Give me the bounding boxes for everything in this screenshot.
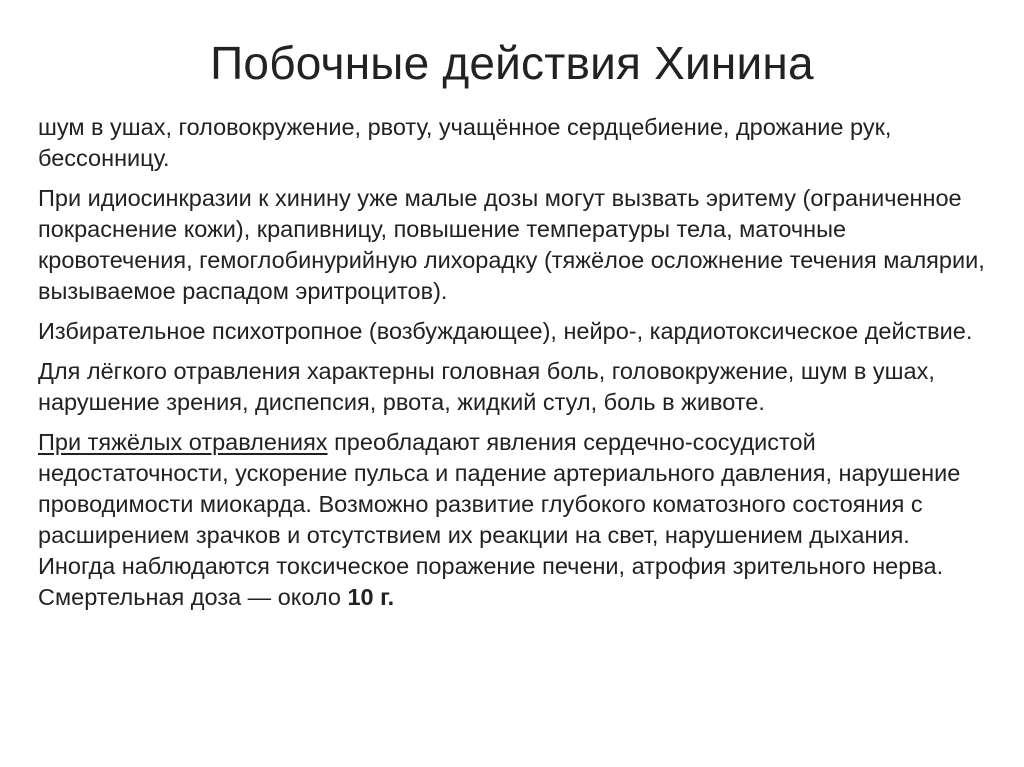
paragraph-severe-poisoning bbox=[38, 427, 990, 613]
slide-body bbox=[38, 112, 990, 622]
paragraph-psychotropic: Избирательное психотропное (возбуждающее), нейро-, кардиотоксическое действие. bbox=[38, 318, 973, 344]
lethal-dose-value: 10 г. bbox=[347, 584, 395, 610]
paragraph-mild-poisoning: Для лёгкого отравления характерны головная боль, головокружение, шум в ушах, нарушение зрения, диспепсия, рвота, жидкий стул, боль в животе. bbox=[38, 358, 935, 415]
paragraph-idiosyncrasy: При идиосинкразии к хинину уже малые дозы могут вызвать эритему (ограниченное покраснение кожи), крапивницу, повышение температуры тела, маточные кровотечения, гемоглобинурийную лихорадку (тяжёлое осложнение течения малярии, вызываемое распадом эритроцитов). bbox=[38, 185, 985, 304]
severe-poisoning-lead: При тяжёлых отравлениях bbox=[38, 429, 328, 455]
severe-poisoning-text: преобладают явления сердечно-сосудистой недостаточности, ускорение пульса и падение артериального давления, нарушение проводимости миокарда. Возможно развитие глубокого коматозного состояния с расширением зрачков и отсутствием их реакции на свет, нарушением дыхания. Иногда наблюдаются токсическое поражение печени, атрофия зрительного нерва. Смертельная доза — около bbox=[38, 429, 961, 610]
slide-title: Побочные действия Хинина bbox=[210, 37, 814, 89]
paragraph-symptoms: шум в ушах, головокружение, рвоту, учащённое сердцебиение, дрожание рук, бессонницу. bbox=[38, 114, 892, 171]
